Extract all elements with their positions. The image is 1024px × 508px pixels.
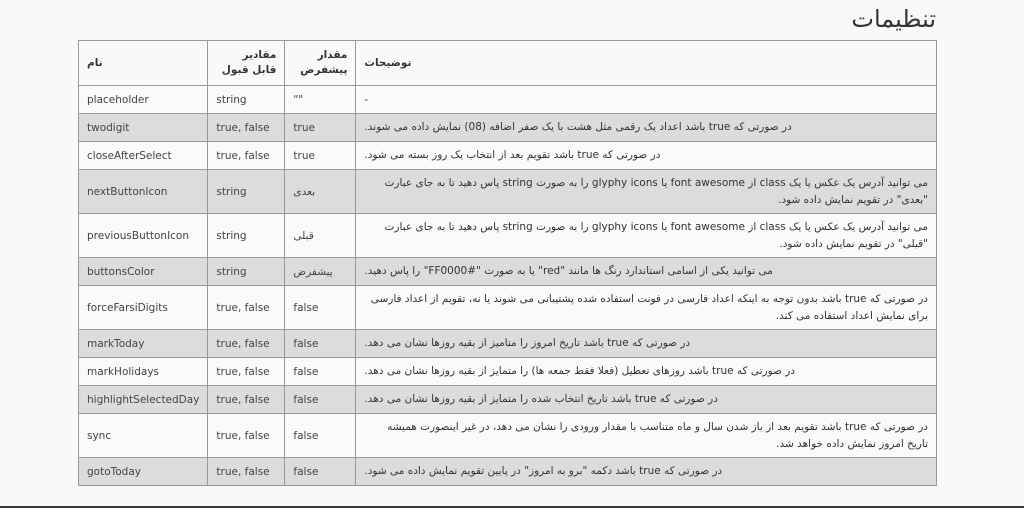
cell-accepted: true, false [208, 114, 285, 142]
header-default-value: مقدار پیشفرض [285, 41, 356, 86]
header-name: نام [79, 41, 208, 86]
table-row [79, 330, 937, 358]
cell-default: false [285, 386, 356, 414]
cell-description: در صورتی که true باشد تقویم بعد از باز شدن سال و ماه متناسب با مقدار ورودی را نشان می دهد، در غیر اینصورت همیشه تاریخ امروز نمایش داده خواهد شد. [356, 414, 937, 458]
cell-name: nextButtonIcon [79, 170, 208, 214]
cell-accepted: true, false [208, 386, 285, 414]
cell-description: در صورتی که true باشد روزهای تعطیل (فعلا فقط جمعه ها) را متمایز از بقیه روزها نشان می دهد. [356, 358, 937, 386]
cell-name: placeholder [79, 86, 208, 114]
cell-description: می توانید آدرس یک عکس یا یک class از font awesome یا glyphy icons را به صورت string پاس دهید تا به جای عبارت "بعدی" در تقویم نمایش داده شود. [356, 170, 937, 214]
cell-name: twodigit [79, 114, 208, 142]
cell-name: sync [79, 414, 208, 458]
cell-accepted: string [208, 170, 285, 214]
cell-description: در صورتی که true باشد اعداد یک رقمی مثل هشت با یک صفر اضافه (08) نمایش داده می شوند. [356, 114, 937, 142]
cell-accepted: true, false [208, 142, 285, 170]
cell-accepted: true, false [208, 286, 285, 330]
cell-description: در صورتی که true باشد تاریخ انتخاب شده را متمایز از بقیه روزها نشان می دهد. [356, 386, 937, 414]
cell-description: در صورتی که true باشد دکمه "برو به امروز" در پایین تقویم نمایش داده می شود. [356, 458, 937, 486]
cell-accepted: string [208, 214, 285, 258]
cell-default: true [285, 142, 356, 170]
page-title: تنظیمات [851, 5, 936, 33]
cell-name: highlightSelectedDay [79, 386, 208, 414]
cell-accepted: true, false [208, 330, 285, 358]
table-row [79, 358, 937, 386]
cell-default: قبلی [285, 214, 356, 258]
table-row [79, 114, 937, 142]
cell-default: پیشفرض [285, 258, 356, 286]
cell-name: buttonsColor [79, 258, 208, 286]
cell-accepted: true, false [208, 458, 285, 486]
table-row [79, 142, 937, 170]
cell-name: forceFarsiDigits [79, 286, 208, 330]
table-row [79, 86, 937, 114]
cell-name: previousButtonIcon [79, 214, 208, 258]
table-row [79, 414, 937, 458]
cell-description: در صورتی که true باشد تاریخ امروز را متامیز از بقیه روزها نشان می دهد. [356, 330, 937, 358]
cell-default: false [285, 286, 356, 330]
cell-description: می توانید یکی از اسامی استاندارد رنگ ها مانند "red" یا به صورت "#FF0000" را پاس دهید. [356, 258, 937, 286]
cell-description: - [356, 86, 937, 114]
cell-name: markHolidays [79, 358, 208, 386]
cell-accepted: string [208, 86, 285, 114]
cell-default: false [285, 330, 356, 358]
table-row [79, 458, 937, 486]
cell-description: در صورتی که true باشد بدون توجه به اینکه اعداد فارسی در فونت استفاده شده پشتیبانی می شوند یا نه، تقویم از اعداد فارسی برای نمایش اعداد استفاده می کند. [356, 286, 937, 330]
cell-accepted: string [208, 258, 285, 286]
cell-accepted: true, false [208, 358, 285, 386]
table-row [79, 386, 937, 414]
cell-description: در صورتی که true باشد تقویم بعد از انتخاب یک روز بسته می شود. [356, 142, 937, 170]
cell-default: "" [285, 86, 356, 114]
cell-description: می توانید آدرس یک عکس یا یک class از font awesome یا glyphy icons را به صورت string پاس دهید تا به جای عبارت "قبلی" در تقویم نمایش داده شود. [356, 214, 937, 258]
cell-name: gotoToday [79, 458, 208, 486]
table-row [79, 286, 937, 330]
header-accepted-values: مقادیر قابل قبول [208, 41, 285, 86]
cell-name: closeAfterSelect [79, 142, 208, 170]
cell-default: true [285, 114, 356, 142]
table-row [79, 258, 937, 286]
cell-default: false [285, 458, 356, 486]
table-row [79, 170, 937, 214]
header-description: توضیحات [356, 41, 937, 86]
cell-default: false [285, 414, 356, 458]
table-header-row [79, 41, 937, 86]
cell-default: false [285, 358, 356, 386]
settings-table [78, 40, 937, 486]
table-row [79, 214, 937, 258]
cell-default: بعدی [285, 170, 356, 214]
cell-name: markToday [79, 330, 208, 358]
cell-accepted: true, false [208, 414, 285, 458]
